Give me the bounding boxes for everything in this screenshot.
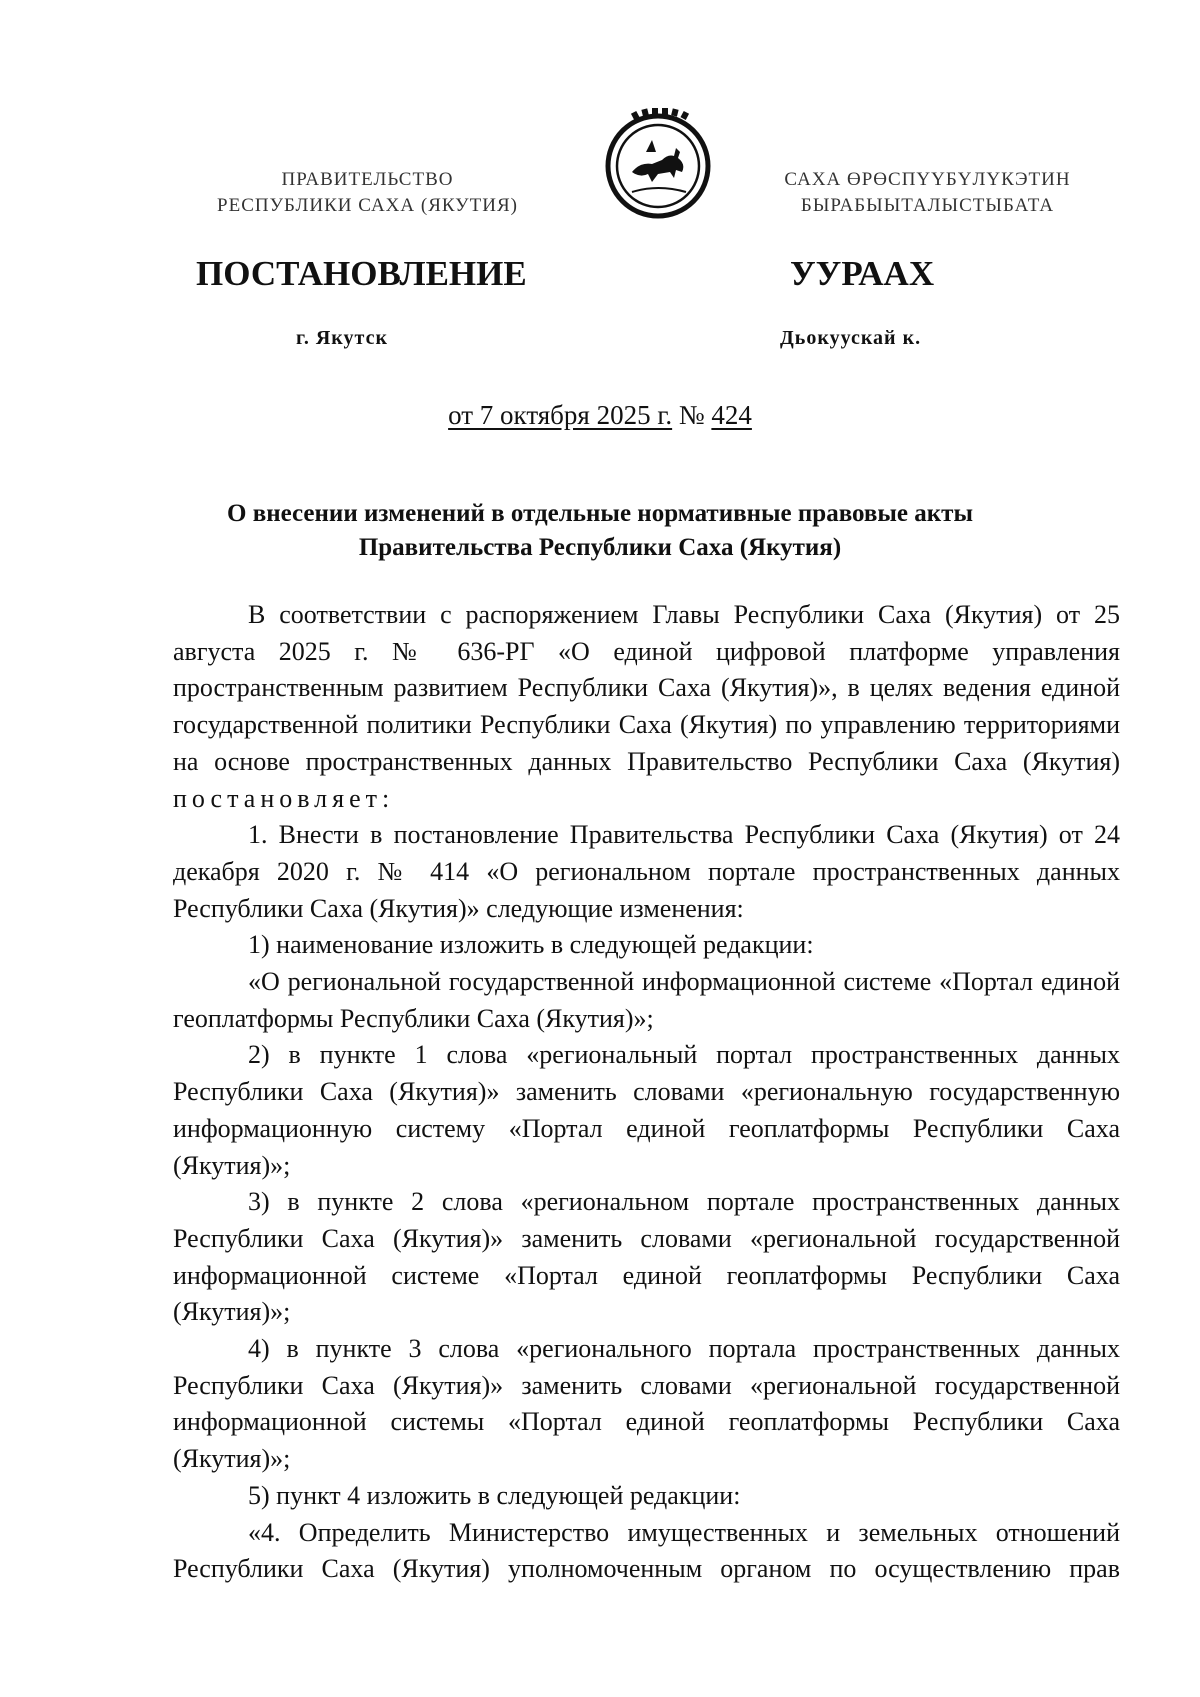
title-line-2: Правительства Республики Саха (Якутия): [358, 534, 842, 561]
subitem-5-text: «4. Определить Министерство имущественных и земельных отношений Республики Саха (Якутия) уполномоченным органом по осуществлению прав: [173, 1517, 1120, 1584]
decree-date: от 7 октября 2025 г.: [448, 400, 673, 430]
document-title: [0, 497, 1200, 565]
doc-type-sakha: УУРААХ: [790, 254, 935, 293]
preamble-paragraph: [173, 597, 1120, 817]
decree-word: постановляет:: [173, 783, 395, 813]
left-org-line1: ПРАВИТЕЛЬСТВО: [281, 169, 454, 190]
right-org-line1: САХА ӨРӨСПҮҮБҮЛҮКЭТИН: [784, 169, 1071, 190]
left-org-line2: РЕСПУБЛИКИ САХА (ЯКУТИЯ): [217, 195, 518, 216]
coat-of-arms-emblem-icon: [602, 108, 714, 220]
subitem-1: 1) наименование изложить в следующей редакции:: [248, 930, 814, 960]
subitem-4: 4) в пункте 3 слова «регионального портала пространственных данных Республики Саха (Якутия)» заменить словами «региональной государственной информационной системы «Портал единой геоплатформы Республики Саха (Якутия)»;: [173, 1334, 1120, 1474]
subitem-2: 2) в пункте 1 слова «региональный портал пространственных данных Республики Саха (Якутия)» заменить словами «региональную государственную информационную систему «Портал единой геоплатформы Республики Саха (Якутия)»;: [173, 1040, 1120, 1180]
right-org-line2: БЫРАБЫЫТАЛЫСТЫБАТА: [800, 195, 1055, 216]
document-body: [173, 597, 1120, 1588]
number-sign: №: [672, 400, 712, 430]
preamble-text: В соответствии с распоряжением Главы Республики Саха (Якутия) от 25 августа 2025 г. № 636-РГ «О единой цифровой платформе управления пространственным развитием Республики Саха (Якутия)», в целях ведения единой государственной политики Республики Саха (Якутия) по управлению территориями на основе пространственных данных Правительство Республики Саха (Якутия): [173, 600, 1120, 776]
item-1: 1. Внести в постановление Правительства Республики Саха (Якутия) от 24 декабря 2020 г. № 414 «О региональном портале пространственных данных Республики Саха (Якутия)» следующие изменения:: [173, 820, 1120, 923]
subitem-3: 3) в пункте 2 слова «региональном портале пространственных данных Республики Саха (Якутия)» заменить словами «региональной государственной информационной системе «Портал единой геоплатформы Республики Саха (Якутия)»;: [173, 1187, 1120, 1327]
doc-type-ru: ПОСТАНОВЛЕНИЕ: [196, 254, 527, 293]
decree-number: 424: [711, 400, 752, 430]
city-ru: г. Якутск: [296, 327, 388, 349]
subitem-5: 5) пункт 4 изложить в следующей редакции:: [248, 1480, 741, 1510]
city-sakha: Дьокуускай к.: [780, 327, 922, 349]
title-line-1: О внесении изменений в отдельные нормативные правовые акты: [227, 500, 973, 527]
decree-date-number: [0, 398, 1200, 432]
subitem-1-text: «О региональной государственной информационной системе «Портал единой геоплатформы Республики Саха (Якутия)»;: [173, 967, 1120, 1033]
